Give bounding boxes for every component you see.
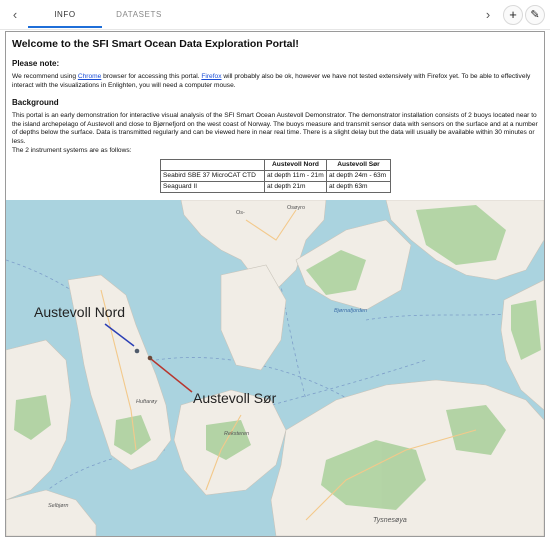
page-title: Welcome to the SFI Smart Ocean Data Exploration Portal! [12, 38, 299, 50]
note-heading: Please note: [12, 59, 60, 68]
systems-intro: The 2 instrument systems are as follows: [12, 146, 132, 154]
table-cell: at depth 63m [327, 182, 391, 193]
nord-buoy-dot[interactable] [135, 349, 140, 354]
background-paragraph: This portal is an early demonstration for interactive visual analysis of the SFI Smart Ocean Austevoll Demonstrator. The demonstrator installation consists of 2 buoys located near to the island archepelago of Austevoll and close to Bjørnefjord on the west coast of Norway. The buoys measure and transmit sensor data with sensors on the surface and at a number of depths below the surface. Data is transmitted regularly and can be viewed here in near real time. There is a slight delay but the data will usually be available within 30 minutes or less. [12, 112, 538, 145]
pencil-icon[interactable]: ✎ [525, 5, 545, 25]
table-header-row [161, 160, 391, 171]
table-cell: at depth 21m [265, 182, 327, 193]
note-text-2: browser for accessing this portal. [101, 73, 202, 80]
note-paragraph [12, 73, 540, 90]
table-cell: Seaguard II [161, 182, 265, 193]
place-label-huftaroy: Huftarøy [136, 399, 158, 405]
info-content [12, 38, 540, 193]
buoy-map[interactable] [6, 200, 544, 536]
firefox-link[interactable]: Firefox [201, 73, 222, 80]
chrome-link[interactable]: Chrome [77, 73, 102, 80]
table-header-nord: Austevoll Nord [265, 160, 327, 171]
place-label-tysnesoya: Tysnesøya [373, 517, 407, 524]
tab-datasets[interactable]: DATASETS [116, 10, 162, 19]
place-label-bjornafjorden: Bjørnafjorden [334, 308, 368, 314]
chevron-left-icon[interactable]: ‹ [12, 7, 18, 22]
table-cell: Seabird SBE 37 MicroCAT CTD [161, 171, 265, 182]
background-heading: Background [12, 98, 59, 108]
table-row [161, 182, 391, 193]
table-row [161, 171, 391, 182]
place-label-reksteren: Reksteren [224, 431, 250, 437]
plus-icon[interactable]: + [503, 5, 523, 25]
sor-buoy-dot[interactable] [148, 356, 153, 361]
map-svg[interactable] [6, 200, 544, 536]
tab-bar [0, 0, 550, 30]
label-austevoll-nord: Austevoll Nord [34, 304, 126, 320]
place-label-selbjorn: Selbjørn [48, 503, 69, 509]
table-header-sor: Austevoll Sør [327, 160, 391, 171]
place-label-os: Os- [236, 210, 245, 216]
tab-info[interactable]: INFO [28, 0, 102, 28]
table-cell: at depth 11m - 21m [265, 171, 327, 182]
place-label-osoyro: Osøyro [287, 205, 306, 211]
table-cell: at depth 24m - 63m [327, 171, 391, 182]
note-text-3: will probably also be ok, however we have not tested extensively with Firefox yet. To be able to effectively interact with the visualizations in Enlighten, you will need a computer mouse. [12, 73, 531, 89]
table-header-empty [161, 160, 265, 171]
instrument-table [160, 159, 391, 193]
note-text-1: We recommend using [12, 73, 78, 80]
info-panel [5, 31, 545, 537]
label-austevoll-sor: Austevoll Sør [193, 390, 277, 406]
chevron-right-icon[interactable]: › [485, 7, 491, 22]
